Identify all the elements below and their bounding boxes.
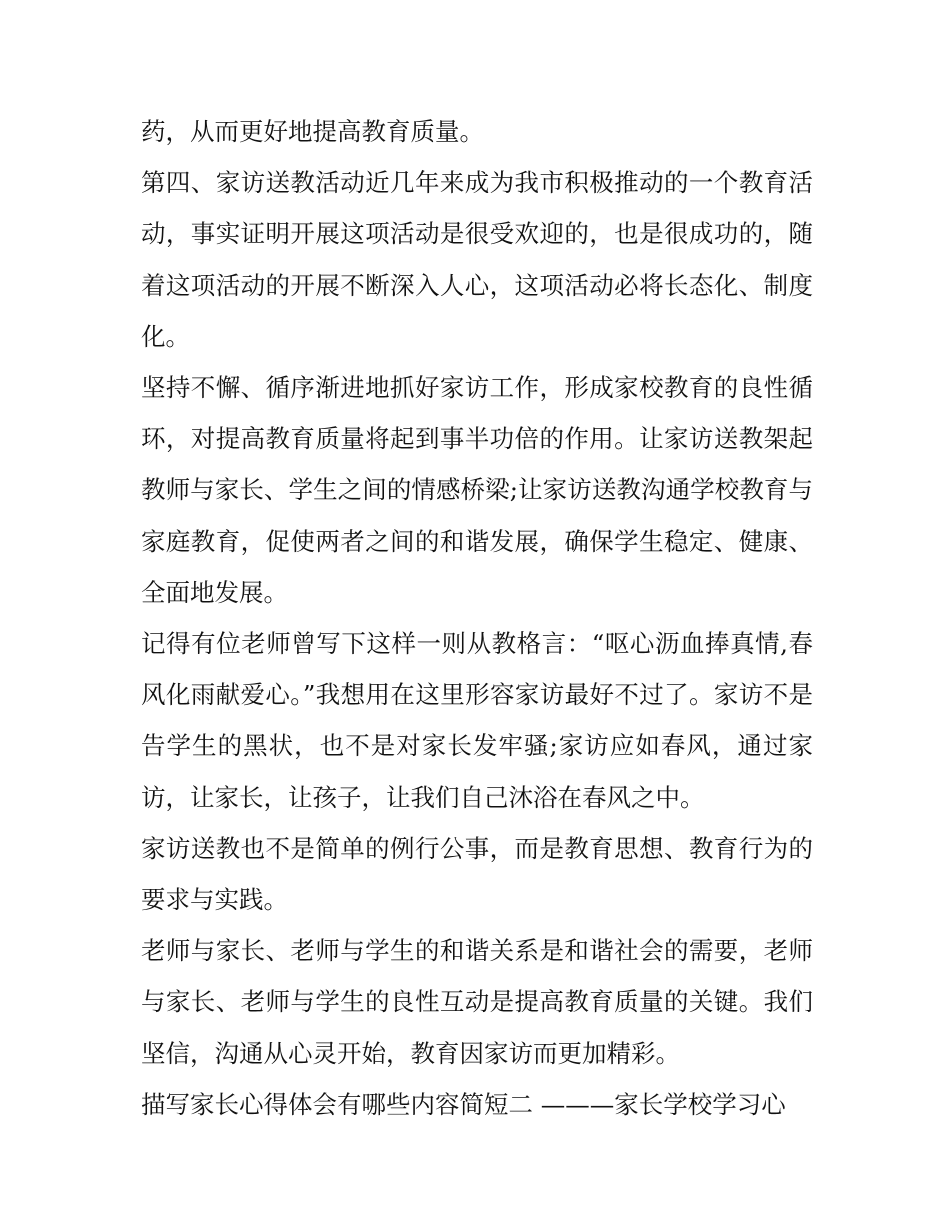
document-body — [141, 106, 813, 1130]
paragraph-5: 家访送教也不是简单的例行公事，而是教育思想、教育行为的要求与实践。 — [141, 833, 813, 915]
paragraph-2: 第四、家访送教活动近几年来成为我市积极推动的一个教育活动，事实证明开展这项活动是很受欢迎的，也是很成功的，随着这项活动的开展不断深入人心，这项活动必将长态化、制度化。 — [141, 168, 813, 351]
paragraph-1: 药，从而更好地提高教育质量。 — [141, 117, 484, 146]
paragraph-4: 记得有位老师曾写下这样一则从教格言：“呕心沥血捧真情,春风化雨献爱心。”我想用在这里形容家访最好不过了。家访不是告学生的黑状，也不是对家长发牢骚;家访应如春风，通过家访，让家长，让孩子，让我们自己沐浴在春风之中。 — [141, 629, 813, 812]
paragraph-6: 老师与家长、老师与学生的和谐关系是和谐社会的需要，老师与家长、老师与学生的良性互动是提高教育质量的关键。我们坚信，沟通从心灵开始，教育因家访而更加精彩。 — [141, 936, 813, 1068]
paragraph-7: 描写家长心得体会有哪些内容简短二 ———家长学校学习心 — [141, 1089, 786, 1119]
paragraph-3: 坚持不懈、循序渐进地抓好家访工作，形成家校教育的良性循环，对提高教育质量将起到事半功倍的作用。让家访送教架起教师与家长、学生之间的情感桥梁;让家访送教沟通学校教育与家庭教育，促使两者之间的和谐发展，确保学生稳定、健康、全面地发展。 — [141, 373, 813, 607]
